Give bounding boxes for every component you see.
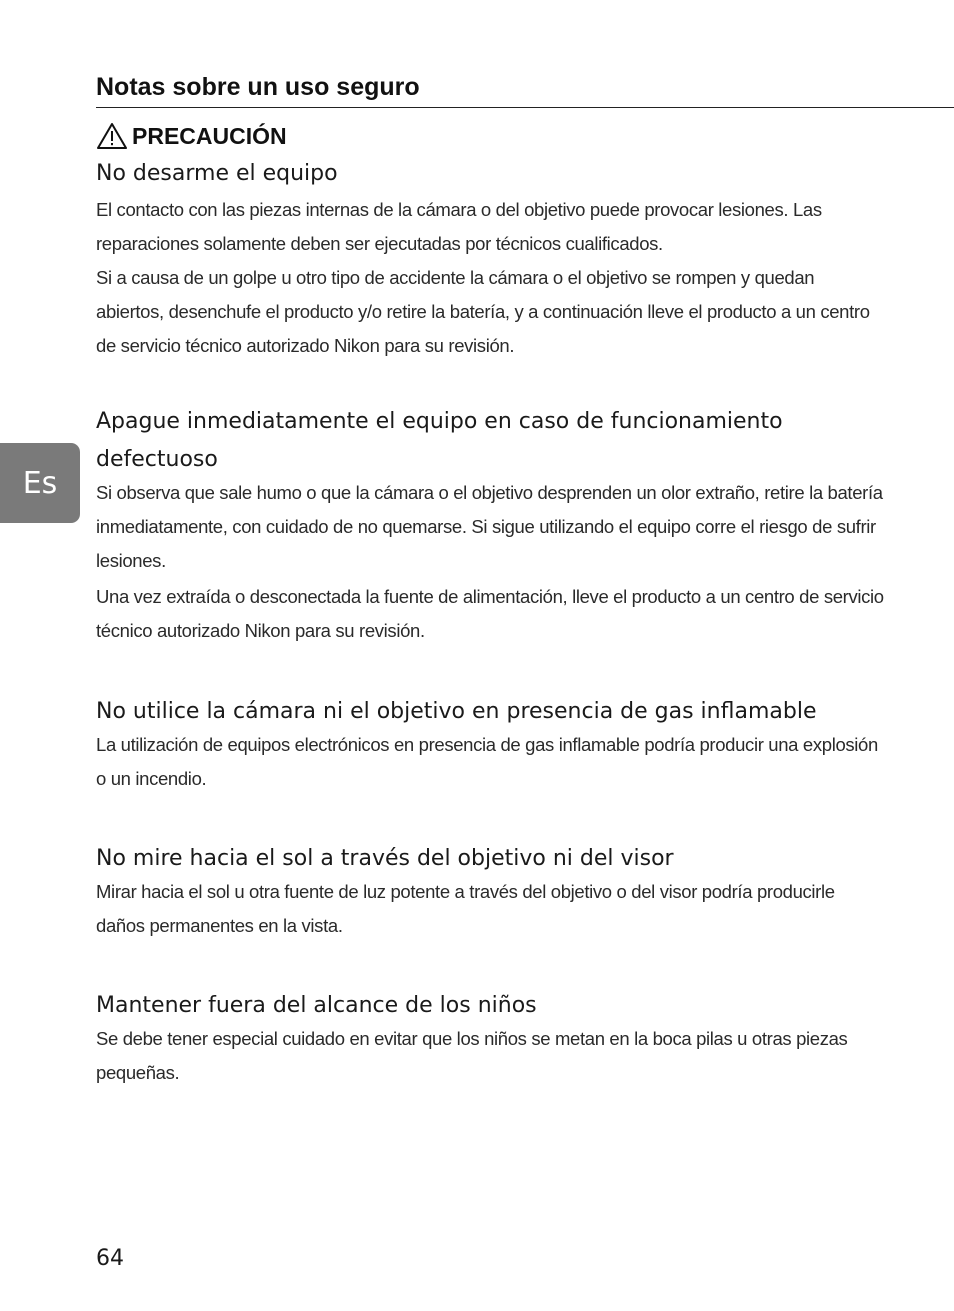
section-paragraph: Se debe tener especial cuidado en evitar que los niños se metan en la boca pilas u otras piezas pequeñas. (96, 1028, 848, 1083)
section-paragraph: Una vez extraída o desconectada la fuente de alimentación, lleve el producto a un centro de servicio técnico autorizado Nikon para su revisión. (96, 586, 884, 641)
section-flammable-gas (96, 693, 886, 796)
language-tab: Es (0, 443, 80, 523)
section-heading: No utilice la cámara ni el objetivo en presencia de gas inflamable (96, 699, 817, 724)
section-heading: No mire hacia el sol a través del objetivo ni del visor (96, 846, 674, 871)
caution-heading (96, 121, 287, 151)
section-paragraph: Mirar hacia el sol u otra fuente de luz potente a través del objetivo o del visor podría producirle daños permanentes en la vista. (96, 881, 835, 936)
section-paragraph: Si observa que sale humo o que la cámara o el objetivo desprenden un olor extraño, retire la batería inmediatamente, con cuidado de no quemarse. Si sigue utilizando el equipo corre el riesgo de sufrir lesiones. (96, 482, 883, 571)
section-heading: Mantener fuera del alcance de los niños (96, 993, 537, 1018)
section-paragraph: Si a causa de un golpe u otro tipo de accidente la cámara o el objetivo se rompen y quedan abiertos, desenchufe el producto y/o retire la batería, y a continuación lleve el producto a un centro de servicio técnico autorizado Nikon para su revisión. (96, 267, 870, 356)
section-sun-viewfinder (96, 840, 886, 943)
title-divider (96, 107, 954, 108)
page-number: 64 (96, 1246, 124, 1271)
section-paragraph: La utilización de equipos electrónicos en presencia de gas inflamable podría producir una explosión o un incendio. (96, 734, 878, 789)
page-title: Notas sobre un uso seguro (96, 73, 420, 101)
section-paragraph: El contacto con las piezas internas de la cámara o del objetivo puede provocar lesiones. Las reparaciones solamente deben ser ejecutadas por técnicos cualificados. (96, 199, 822, 254)
caution-label: PRECAUCIÓN (132, 122, 287, 149)
section-heading: Apague inmediatamente el equipo en caso de funcionamiento defectuoso (96, 409, 783, 472)
section-turn-off-malfunction (96, 403, 886, 648)
section-no-disassemble (96, 155, 886, 363)
section-heading: No desarme el equipo (96, 161, 338, 186)
section-children (96, 987, 886, 1090)
warning-triangle-icon (96, 122, 128, 150)
